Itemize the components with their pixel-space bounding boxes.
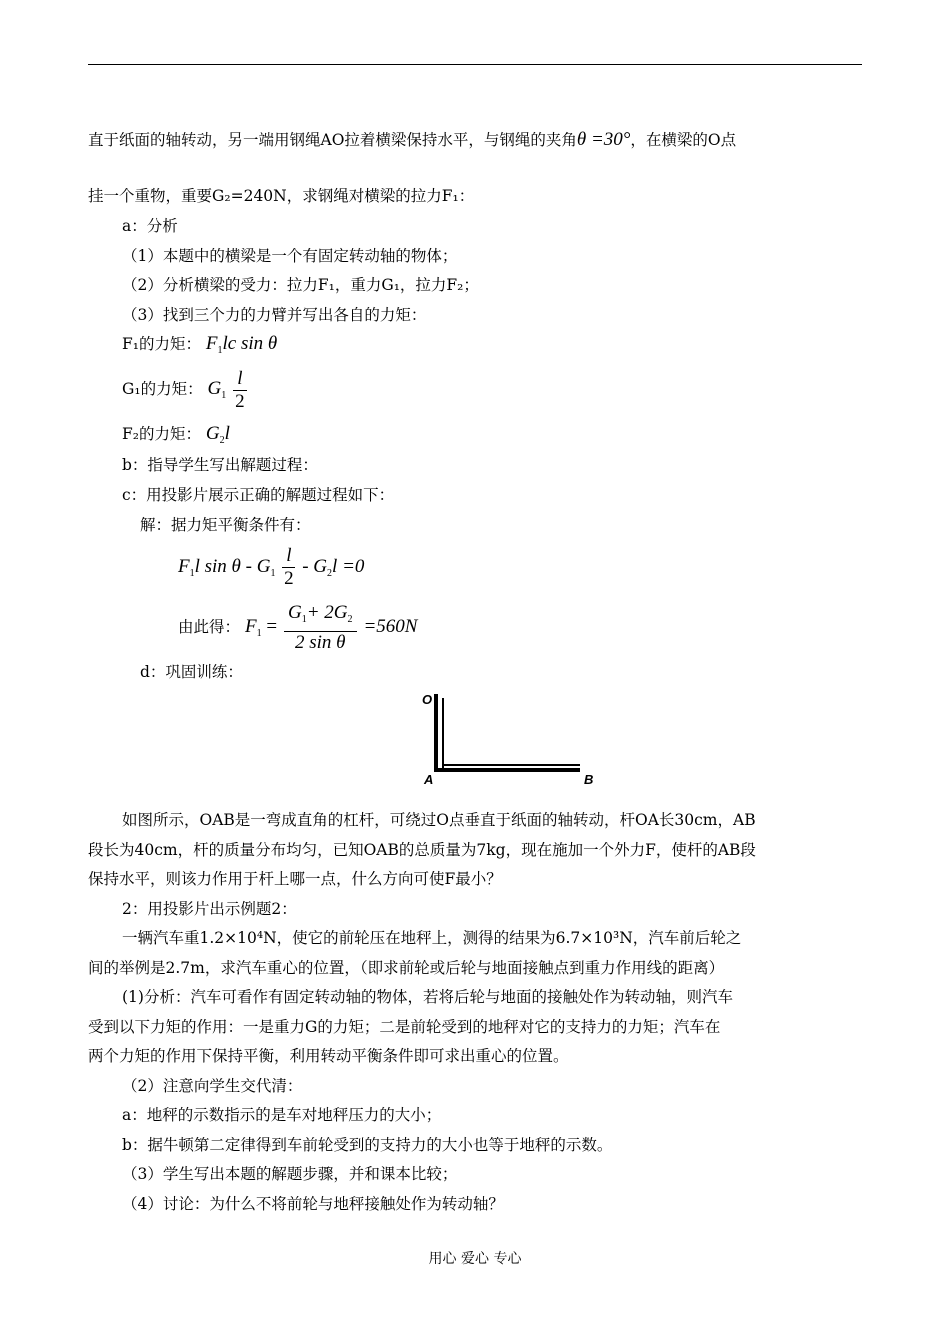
header-rule bbox=[88, 64, 862, 65]
text-line: （4）讨论：为什么不将前轮与地秤接触处作为转动轴？ bbox=[122, 1195, 504, 1213]
moment-formula: $F_1lc$ sin θ bbox=[205, 333, 278, 356]
text-line: （2）注意向学生交代清： bbox=[122, 1077, 303, 1095]
moment-formula: $G_1$ bbox=[207, 378, 227, 401]
text-segment: ，在横梁的O点 bbox=[630, 131, 737, 149]
equation-balance: $F_1l$ sin θ - $G_1$ $\frac{l}{2}$ - $G_2l =0$ bbox=[178, 545, 365, 590]
text-line: b：指导学生写出解题过程： bbox=[122, 456, 318, 474]
lever-arm-oa bbox=[434, 694, 438, 772]
text-line: 段长为40cm，杆的质量分布均匀，已知OAB的总质量为7kg，现在施加一个外力F，使杆的AB段 bbox=[88, 841, 756, 859]
label-a: A bbox=[424, 772, 434, 787]
lever-diagram bbox=[414, 688, 594, 788]
text-line: 解：据力矩平衡条件有： bbox=[140, 516, 311, 534]
text-line: a：分析 bbox=[122, 217, 178, 235]
text-line: 2：用投影片出示例题2： bbox=[122, 900, 297, 918]
text-line: a：地秤的示数指示的是车对地秤压力的大小； bbox=[122, 1106, 442, 1124]
text-line: b：据牛顿第二定律得到车前轮受到的支持力的大小也等于地秤的示数。 bbox=[122, 1136, 613, 1154]
moment-f2 bbox=[122, 424, 230, 451]
lever-arm-oa-inner bbox=[442, 698, 444, 768]
label-b: B bbox=[584, 772, 594, 787]
fraction: $\frac{l}{2}$ bbox=[235, 367, 245, 412]
text-line: (1)分析：汽车可看作有固定转动轴的物体，若将后轮与地面的接触处作为转动轴，则汽车 bbox=[122, 988, 733, 1006]
text-line: 受到以下力矩的作用：一是重力G的力矩；二是前轮受到的地秤对它的支持力的力矩；汽车在 bbox=[88, 1018, 721, 1036]
angle-formula: θ =30° bbox=[576, 129, 631, 150]
moment-formula: $G_2l$ bbox=[205, 423, 230, 446]
text-line: （3）找到三个力的力臂并写出各自的力矩： bbox=[122, 306, 427, 324]
fraction: $\frac{l}{2}$ bbox=[284, 545, 294, 590]
text-line: 挂一个重物，重要G₂=240N，求钢绳对横梁的拉力F₁： bbox=[88, 187, 475, 205]
text-line: （3）学生写出本题的解题步骤，并和课本比较； bbox=[122, 1165, 458, 1183]
text-line: 两个力矩的作用下保持平衡，利用转动平衡条件即可求出重心的位置。 bbox=[88, 1047, 569, 1065]
lever-arm-ab-inner bbox=[442, 764, 580, 766]
text-line: 如图所示，OAB是一弯成直角的杠杆，可绕过O点垂直于纸面的轴转动，杆OA长30cm，AB bbox=[122, 811, 756, 829]
result-label: 由此得： bbox=[178, 618, 241, 636]
moment-label: G₁的力矩： bbox=[122, 380, 203, 398]
label-o: O bbox=[422, 692, 433, 707]
text-line: （1）本题中的横梁是一个有固定转动轴的物体； bbox=[122, 247, 458, 265]
text-line: 一辆汽车重1.2×10⁴N，使它的前轮压在地秤上，测得的结果为6.7×10³N，汽车前后轮之 bbox=[122, 929, 742, 947]
moment-label: F₁的力矩： bbox=[122, 335, 201, 353]
text-line: c：用投影片展示正确的解题过程如下： bbox=[122, 486, 395, 504]
equation-result: 由此得： $F_1$ = $\frac{G_1+ 2G_2}{\text{2 sin θ}}$ =560N bbox=[178, 602, 418, 653]
text-line: d：巩固训练： bbox=[140, 663, 243, 681]
result-value: =560N bbox=[363, 616, 418, 637]
text-line: 间的举例是2.7m，求汽车重心的位置，（即求前轮或后轮与地面接触点到重力作用线的距离） bbox=[88, 959, 725, 977]
lever-arm-ab bbox=[434, 768, 580, 772]
moment-g1 bbox=[122, 367, 249, 418]
page-footer: 用心 爱心 专心 bbox=[428, 1251, 522, 1267]
moment-label: F₂的力矩： bbox=[122, 425, 201, 443]
moment-f1 bbox=[122, 334, 277, 361]
text-line: 保持水平，则该力作用于杆上哪一点，什么方向可使F最小？ bbox=[88, 870, 502, 888]
text-line bbox=[88, 130, 736, 150]
text-line: （2）分析横梁的受力：拉力F₁，重力G₁，拉力F₂； bbox=[122, 276, 479, 294]
fraction: $\frac{G_1+ 2G_2}{\text{2 sin θ}}$ bbox=[284, 602, 357, 654]
text-segment: 直于纸面的轴转动，另一端用钢绳AO拉着横梁保持水平，与钢绳的夹角 bbox=[88, 131, 577, 149]
